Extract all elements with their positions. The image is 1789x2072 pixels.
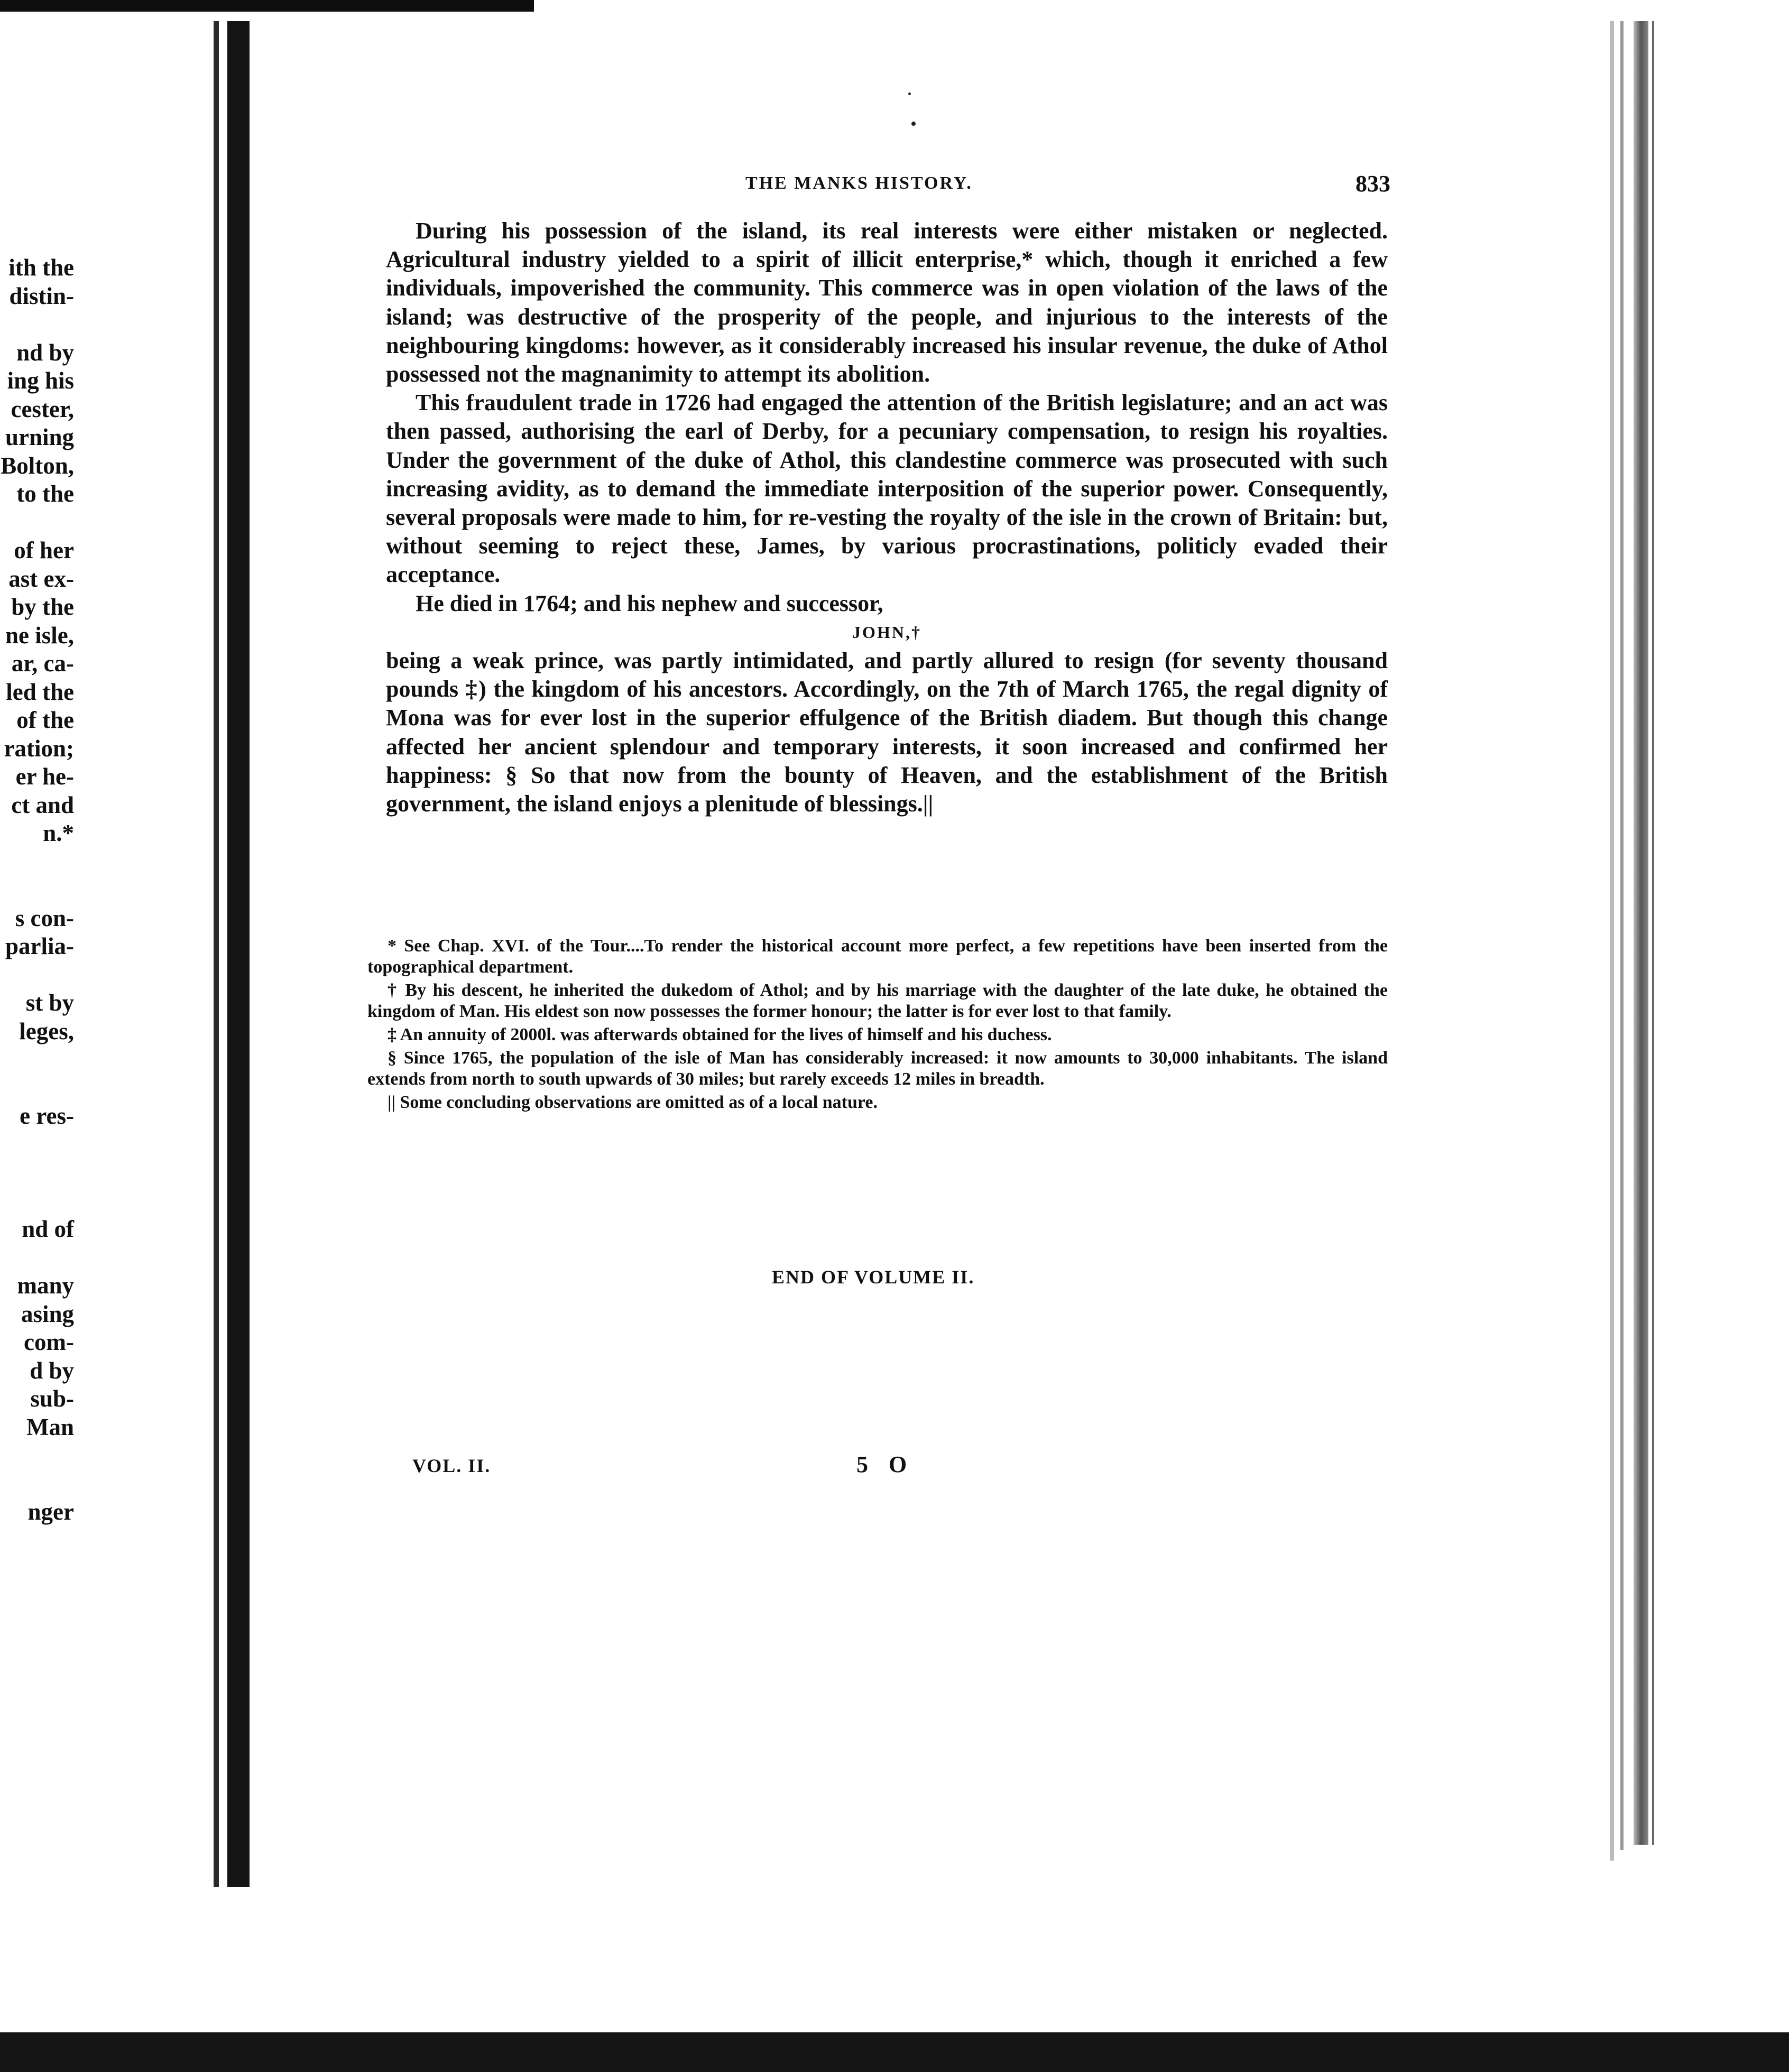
facing-page-text-fragment: ast ex-	[8, 565, 74, 592]
facing-page-text-fragment: s con-	[15, 904, 74, 931]
facing-page-text-fragment: distin-	[9, 282, 74, 309]
footnote: § Since 1765, the population of the isle of Man has considerably increased: it now amounts to 30,000 inhabitants. The island extends from north to south upwards of 30 miles; but rarely exceeds 12 miles in breadth.	[367, 1048, 1388, 1089]
page-number: 833	[1355, 171, 1390, 197]
ink-speck	[911, 122, 916, 126]
paragraph: During his possession of the island, its real interests were either mistaken or neglected. Agricultural industry yielded to a spirit of illicit enterprise,* which, though it enriched a few individuals, impoverished the community. This commerce was in open violation of the laws of the island; was destructive of the prosperity of the people, and injurious to the interests of the neighbouring kingdoms: however, as it considerably increased his insular revenue, the duke of Athol possessed not the magnanimity to attempt its abolition.	[386, 218, 1388, 387]
footnote: ‡ An annuity of 2000l. was afterwards obtained for the lives of himself and his duchess.	[388, 1025, 1052, 1044]
paragraph: This fraudulent trade in 1726 had engaged the attention of the British legislature; and an act was then passed, authorising the earl of Derby, for a pecuniary compensation, to resign his royalties. Under the government of the duke of Athol, this clandestine commerce was prosecuted with such increasing avidity, as to demand the immediate interposition of the superior power. Consequently, several proposals were made to him, for re-vesting the royalty of the isle in the crown of Britain: but, without seeming to reject these, James, by various procrastinations, politicly evaded their acceptance.	[386, 390, 1388, 588]
gutter-shadow	[227, 21, 250, 1887]
paragraph: He died in 1764; and his nephew and successor,	[416, 590, 883, 616]
facing-page-text-fragment: Bolton,	[1, 452, 74, 479]
facing-page-text-fragment: of the	[16, 707, 74, 733]
facing-page-text-fragment: d by	[30, 1357, 74, 1384]
facing-page-text-fragment: st by	[25, 989, 74, 1016]
facing-page-text-fragment: many	[17, 1272, 74, 1299]
facing-page-text-fragment: to the	[16, 480, 74, 507]
facing-page-text-fragment: nd by	[16, 339, 74, 366]
facing-page-text-fragment: ar, ca-	[11, 650, 74, 677]
end-of-volume: END OF VOLUME II.	[772, 1266, 975, 1288]
facing-page-text-fragment: n.*	[43, 820, 74, 846]
facing-page-text-fragment: cester,	[11, 395, 74, 422]
facing-page-text-fragment: sub-	[30, 1385, 74, 1412]
facing-page-text-fragment: leges,	[19, 1018, 74, 1044]
facing-page-text-fragment: ne isle,	[5, 622, 74, 649]
footnote: † By his descent, he inherited the dukedom of Athol; and by his marriage with the daughter of the late duke, he obtained the kingdom of Man. His eldest son now possesses the former honour; the latter is for ever lost to that family.	[367, 980, 1388, 1021]
running-title: THE MANKS HISTORY.	[745, 173, 973, 193]
footnote: * See Chap. XVI. of the Tour....To render the historical account more perfect, a few repetitions have been inserted from the topographical department.	[367, 936, 1388, 977]
book-edge-stack	[1634, 21, 1648, 1845]
facing-page-text-fragment: urning	[5, 424, 74, 450]
facing-page-text-fragment: led the	[6, 678, 74, 705]
facing-page-text-fragment: nger	[27, 1498, 74, 1525]
page-edge-line-2	[1620, 21, 1624, 1850]
facing-page-text-fragment: ith the	[8, 254, 74, 281]
ink-speck	[908, 92, 911, 95]
facing-page-text-fragment: of her	[14, 537, 74, 563]
gutter-shadow-thin	[214, 21, 219, 1887]
section-heading: JOHN,†	[852, 622, 921, 642]
footnote: || Some concluding observations are omitted as of a local nature.	[388, 1093, 878, 1112]
facing-page-text-fragment: e res-	[20, 1103, 74, 1129]
scan-top-shadow	[0, 0, 534, 12]
facing-page-text-fragment: ing his	[7, 367, 74, 394]
facing-page-text-fragment: asing	[21, 1300, 74, 1327]
facing-page-text-fragment: by the	[11, 594, 74, 620]
facing-page-text-fragment: nd of	[22, 1216, 74, 1242]
page-edge-line-3	[1652, 21, 1654, 1845]
facing-page-fragment	[0, 21, 79, 1887]
facing-page-text-fragment: parlia-	[5, 933, 74, 959]
facing-page-text-fragment: com-	[24, 1329, 74, 1355]
main-text	[386, 217, 1388, 818]
facing-page-text-fragment: ration;	[4, 735, 74, 762]
scan-bottom-band	[0, 2032, 1789, 2072]
page-edge-line	[1610, 21, 1614, 1861]
facing-page-text-fragment: er he-	[15, 763, 74, 790]
footnotes	[367, 936, 1388, 1115]
paragraph: being a weak prince, was partly intimidated, and partly allured to resign (for seventy thousand pounds ‡) the kingdom of his ancestors. Accordingly, on the 7th of March 1765, the regal dignity of Mona was for ever lost in the superior effulgence of the British diadem. But though this change affected her ancient splendour and temporary interests, it soon increased and confirmed her happiness: § So that now from the bounty of Heaven, and the establishment of the British government, the island enjoys a plenitude of blessings.||	[386, 648, 1388, 817]
facing-page-text-fragment: Man	[26, 1413, 74, 1440]
facing-page-text-fragment: ct and	[11, 791, 74, 818]
printer-signature-mark: 5 O	[856, 1451, 915, 1477]
volume-signature: VOL. II.	[412, 1455, 491, 1476]
page-header	[386, 173, 1390, 200]
